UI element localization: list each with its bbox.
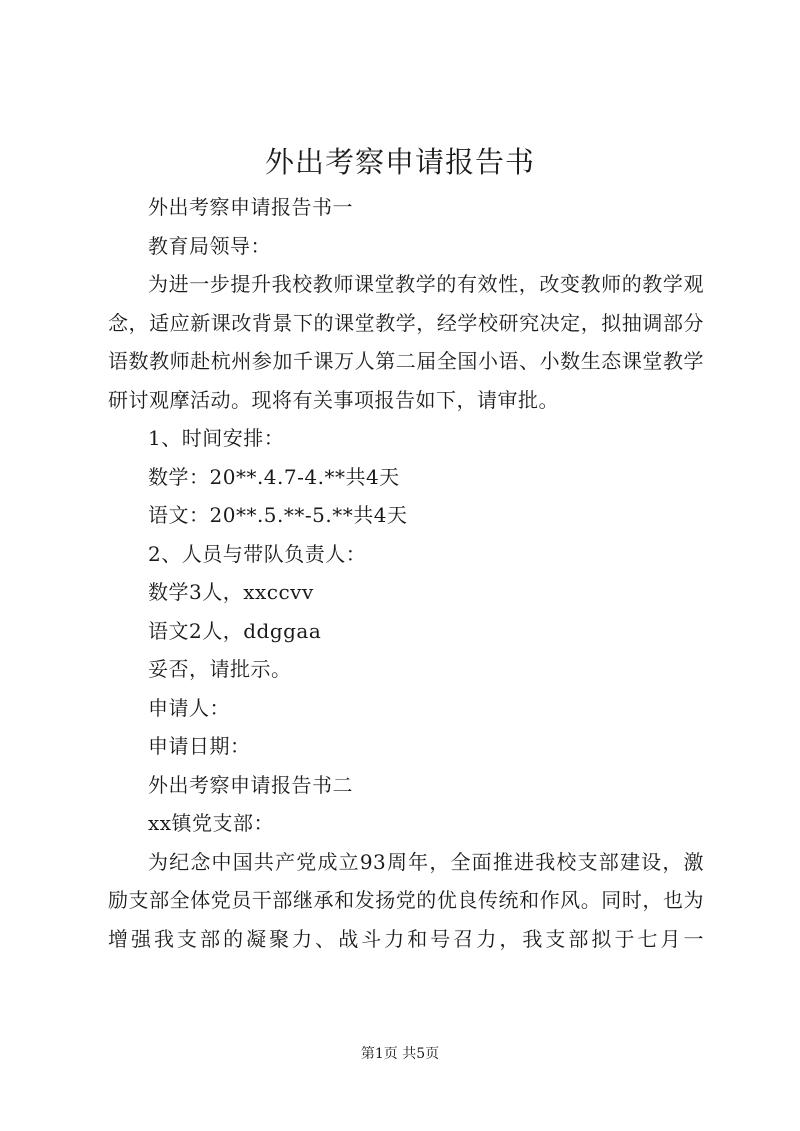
document-title: 外出考察申请报告书 xyxy=(264,145,535,179)
closing-line: 妥否，请批示。 xyxy=(148,657,292,681)
salutation: 教育局领导： xyxy=(148,233,271,258)
personnel-line: 数学3人，xxccvv xyxy=(148,580,314,604)
date-field: 申请日期： xyxy=(148,734,251,758)
salutation: xx镇党支部： xyxy=(148,811,275,835)
schedule-line: 语文：20**.5.**-5.**共4天 xyxy=(148,503,408,527)
section-heading-2: 外出考察申请报告书二 xyxy=(148,772,353,797)
personnel-line: 语文2人，ddggaa xyxy=(148,618,322,643)
body-paragraph: 为纪念中国共产党成立93周年，全面推进我校支部建设，激励支部全体党员干部继承和发扬党的优良传统和作风。同时，也为增强我支部的凝聚力、战斗力和号召力，我支部拟于七月一 xyxy=(108,849,704,951)
schedule-line: 数学：20**.4.7-4.**共4天 xyxy=(148,464,400,489)
list-heading: 1、时间安排： xyxy=(148,426,285,450)
page-footer: 第1页 共5页 xyxy=(360,1046,440,1062)
section-heading-1: 外出考察申请报告书一 xyxy=(148,195,353,219)
list-heading: 2、人员与带队负责人： xyxy=(148,541,367,566)
applicant-field: 申请人： xyxy=(148,695,230,720)
document-body xyxy=(108,188,704,958)
body-paragraph: 为进一步提升我校教师课堂教学的有效性，改变教师的教学观念，适应新课改背景下的课堂教学，经学校研究决定，拟抽调部分语数教师赴杭州参加千课万人第二届全国小语、小数生态课堂教学研讨观摩活动。现将有关事项报告如下，请审批。 xyxy=(108,272,704,412)
